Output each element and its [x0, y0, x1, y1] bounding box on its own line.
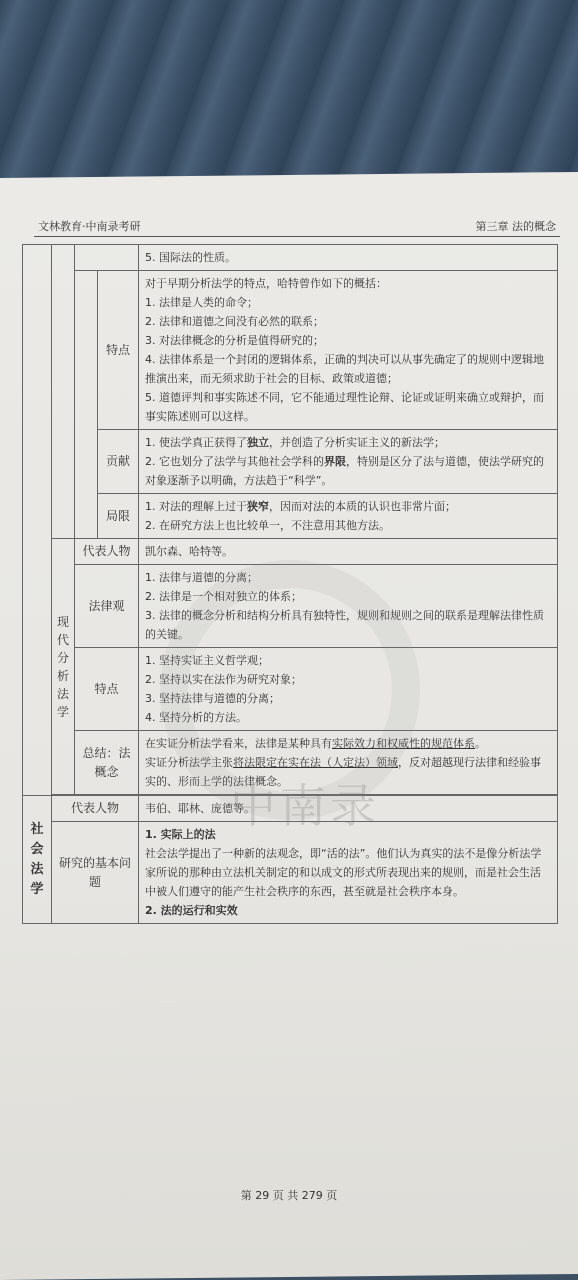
limitation-content — [139, 494, 558, 539]
intl-law-text: 5. 国际法的性质。 — [139, 245, 558, 271]
bold-run: 2. 法的运行和实效 — [145, 904, 238, 917]
table-row — [23, 430, 558, 494]
section-heading — [145, 825, 551, 844]
bold-run: 1. 实际上的法 — [145, 828, 216, 841]
feat-line: 2. 坚持以实在法作为研究对象； — [145, 673, 302, 686]
title-char: 法 — [56, 686, 69, 701]
title-char: 代 — [56, 632, 69, 647]
underlined-run: 将法限定在实在法（人定法）领域 — [233, 756, 398, 769]
table-row — [23, 822, 558, 924]
features-line: 1. 法律是人类的命令； — [145, 296, 258, 309]
limitation-line-1 — [145, 497, 551, 516]
title-char: 学 — [30, 881, 44, 897]
table-row — [23, 271, 558, 430]
table-row — [23, 494, 558, 539]
sociology-basic-label: 研究的基本问题 — [52, 822, 139, 924]
text-run: 1. 对法的理解上过于 — [145, 500, 247, 513]
feat-line: 3. 坚持法律与道德的分离； — [145, 692, 280, 705]
modern-title — [52, 539, 75, 795]
table-row — [23, 731, 558, 795]
features-line: 对于早期分析法学的特点，哈特曾作如下的概括： — [145, 277, 387, 290]
modern-rep-label: 代表人物 — [75, 539, 139, 565]
bold-run: 狭窄 — [247, 500, 269, 513]
summary-label: 总结：法概念 — [75, 731, 139, 795]
underlined-run: 实际效力和权威性的规范体系 — [332, 737, 475, 750]
content-table — [22, 244, 558, 924]
text-run: 1. 使法学真正获得了 — [145, 436, 247, 449]
text-run: 在实证分析法学看来，法律是某种具有 — [145, 737, 332, 750]
features-line: 2. 法律和道德之间没有必然的联系； — [145, 315, 324, 328]
title-char: 分 — [56, 650, 69, 665]
page-number: 第 29 页 共 279 页 — [240, 1189, 338, 1202]
background-fabric — [0, 0, 578, 200]
table-row — [23, 796, 558, 822]
title-char: 学 — [56, 704, 69, 719]
text-run: ，反对超越现行法律和经验事实的、形而上学的法律概念。 — [145, 756, 541, 788]
section-heading — [145, 901, 551, 920]
view-line: 1. 法律与道德的分离； — [145, 571, 258, 584]
features-label: 特点 — [98, 271, 139, 430]
modern-feat-label: 特点 — [75, 648, 139, 731]
summary-para-2 — [145, 753, 551, 791]
header-rule — [34, 236, 560, 237]
contribution-content — [139, 430, 558, 494]
modern-view-label: 法律观 — [75, 565, 139, 648]
title-char: 法 — [30, 861, 44, 877]
features-line: 5. 道德评判和事实陈述不同，它不能通过理性论辩、论证或证明来确立或辩护，而事实陈述则可以这样。 — [145, 391, 544, 423]
modern-view-content — [139, 565, 558, 648]
sociology-rep-label: 代表人物 — [52, 796, 139, 822]
text-run: ，特别是区分了法与道德，使法学研究的对象逐渐予以明确，方法趋于“科学”。 — [145, 455, 544, 487]
section-paragraph: 社会法学提出了一种新的法观念，即“活的法”。他们认为真实的法不是像分析法学家所说的那种由立法机关制定的和以成文的形式所表现出来的规则，而是社会生活中被人们遵守的能产生社会秩序的东西，甚至就是社会秩序本身。 — [145, 847, 542, 898]
view-line: 3. 法律的概念分析和结构分析具有独特性，规则和规则之间的联系是理解法律性质的关键。 — [145, 609, 544, 641]
modern-rep-value: 凯尔森、哈特等。 — [139, 539, 558, 565]
limitation-label: 局限 — [98, 494, 139, 539]
blank-col-1 — [23, 245, 52, 796]
view-line: 2. 法律是一个相对独立的体系； — [145, 590, 302, 603]
table-row — [23, 648, 558, 731]
title-char: 社 — [30, 821, 44, 837]
table-row — [23, 245, 558, 271]
text-run: 实证分析法学主张 — [145, 756, 233, 769]
blank-col-2 — [52, 245, 75, 539]
feat-line: 1. 坚持实证主义哲学观； — [145, 654, 269, 667]
title-char: 会 — [30, 841, 44, 857]
sociology-basic-content — [139, 822, 558, 924]
features-content — [139, 271, 558, 430]
contribution-line-1 — [145, 433, 551, 452]
title-char: 析 — [56, 668, 69, 683]
bold-run: 界限 — [324, 455, 346, 468]
watermark-text: 中南录 — [230, 779, 380, 833]
features-line: 4. 法律体系是一个封闭的逻辑体系，正确的判决可以从事先确定了的规则中逻辑地推演出来，而无须求助于社会的目标、政策或道德； — [145, 353, 544, 385]
header-left: 文林教育·中南录考研 — [38, 220, 141, 233]
text-run: ，并创造了分析实证主义的新法学； — [269, 436, 445, 449]
table-row — [23, 565, 558, 648]
limitation-line-2: 2. 在研究方法上也比较单一，不注意用其他方法。 — [145, 519, 390, 532]
summary-content — [139, 731, 558, 795]
blank-col-3b — [75, 271, 98, 539]
contribution-line-2 — [145, 452, 551, 490]
modern-feat-content — [139, 648, 558, 731]
header-right: 第三章 法的概念 — [475, 220, 556, 233]
contribution-label: 贡献 — [98, 430, 139, 494]
feat-line: 4. 坚持分析的方法。 — [145, 711, 247, 724]
table-row — [23, 539, 558, 565]
sociology-title — [23, 796, 52, 924]
blank-col-3 — [75, 245, 139, 271]
sociology-rep-value: 韦伯、耶林、庞德等。 — [139, 796, 558, 822]
text-run: 2. 它也划分了法学与其他社会学科的 — [145, 455, 324, 468]
features-line: 3. 对法律概念的分析是值得研究的； — [145, 334, 324, 347]
text-run: ，因而对法的本质的认识也非常片面； — [269, 500, 456, 513]
bold-run: 独立 — [247, 436, 269, 449]
text-run: 。 — [475, 737, 486, 750]
summary-para-1 — [145, 734, 551, 753]
title-char: 现 — [56, 614, 69, 629]
